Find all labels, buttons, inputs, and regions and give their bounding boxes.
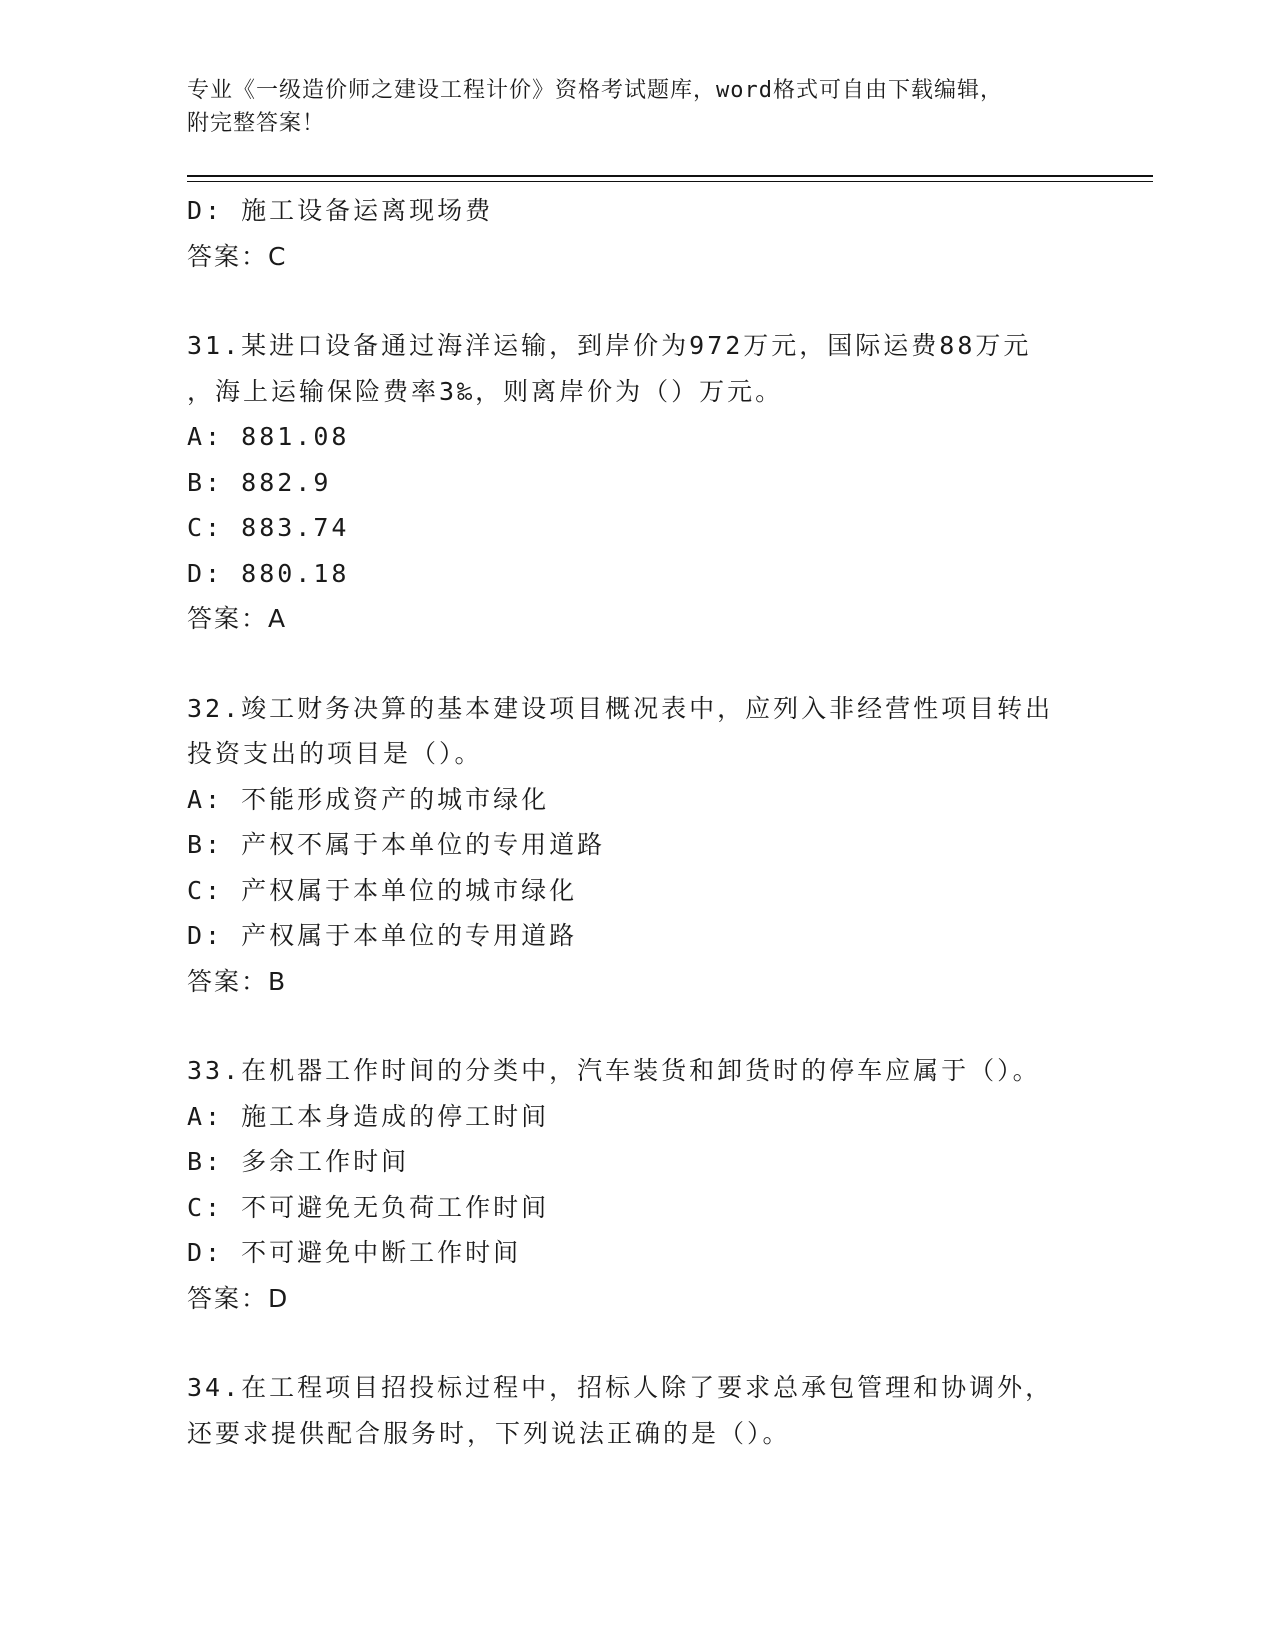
spacer <box>187 1321 1147 1365</box>
option-a: A: 不能形成资产的城市绿化 <box>187 784 550 814</box>
question-stem: 34.在工程项目招投标过程中，招标人除了要求总承包管理和协调外， <box>187 1373 1054 1402</box>
answer-label: 答案：A <box>187 604 288 633</box>
option-a: A: 881.08 <box>187 422 350 451</box>
question-stem: 31.某进口设备通过海洋运输，到岸价为972万元，国际运费88万元 <box>187 331 1032 360</box>
option-d: D: 880.18 <box>187 558 350 588</box>
option-d: D: 不可避免中断工作时间 <box>187 1238 522 1267</box>
question-31 <box>187 323 1147 642</box>
question-list <box>187 188 1147 1456</box>
option-c: C: 883.74 <box>187 513 350 542</box>
header-line-2: 附完整答案！ <box>187 111 326 136</box>
question-32 <box>187 686 1147 1005</box>
header-divider-thin <box>187 181 1153 182</box>
question-stem: 还要求提供配合服务时，下列说法正确的是（）。 <box>187 1418 791 1448</box>
spacer <box>187 1004 1147 1048</box>
answer-label: 答案：C <box>187 241 288 271</box>
question-30-tail <box>187 188 1147 279</box>
spacer <box>187 642 1147 686</box>
option-c: C: 产权属于本单位的城市绿化 <box>187 875 578 905</box>
question-stem: 32.竣工财务决算的基本建设项目概况表中，应列入非经营性项目转出 <box>187 693 1054 723</box>
question-33 <box>187 1048 1147 1321</box>
question-stem: ，海上运输保险费率3‰，则离岸价为（）万元。 <box>187 376 784 406</box>
header-divider-thick <box>187 175 1153 177</box>
question-stem: 33.在机器工作时间的分类中，汽车装货和卸货时的停车应属于（）。 <box>187 1056 1041 1085</box>
question-stem: 投资支出的项目是（）。 <box>187 739 483 768</box>
option-d: D: 产权属于本单位的专用道路 <box>187 921 578 950</box>
question-34 <box>187 1365 1147 1456</box>
option-d: D: 施工设备运离现场费 <box>187 196 494 225</box>
answer-label: 答案：B <box>187 966 288 996</box>
option-a: A: 施工本身造成的停工时间 <box>187 1101 550 1131</box>
option-b: B: 882.9 <box>187 467 332 497</box>
page-header <box>187 74 1087 140</box>
option-c: C: 不可避免无负荷工作时间 <box>187 1192 550 1222</box>
option-b: B: 多余工作时间 <box>187 1147 410 1176</box>
answer-label: 答案：D <box>187 1283 290 1313</box>
header-line-1: 专业《一级造价师之建设工程计价》资格考试题库，word格式可自由下载编辑， <box>187 78 1003 103</box>
option-b: B: 产权不属于本单位的专用道路 <box>187 830 606 859</box>
spacer <box>187 279 1147 323</box>
